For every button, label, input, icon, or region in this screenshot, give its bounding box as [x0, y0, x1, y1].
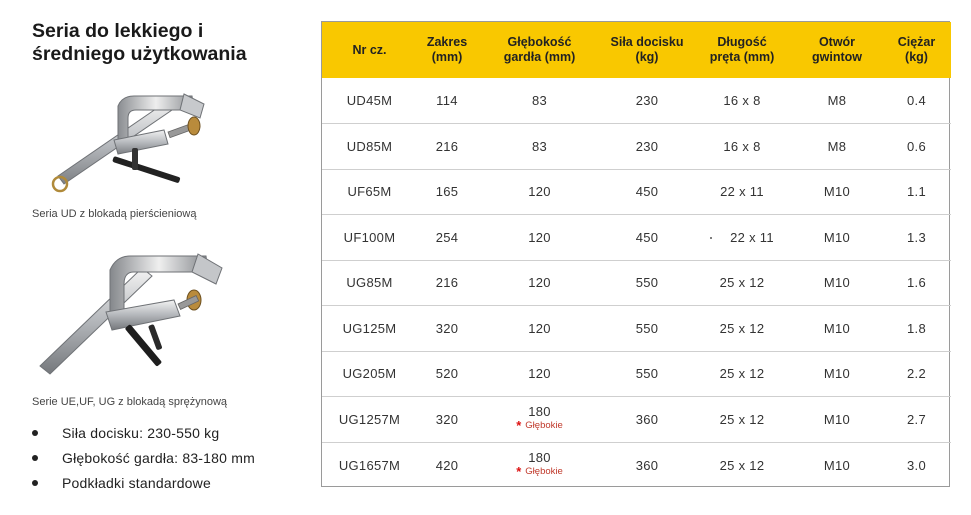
cell-thread: M10 [792, 442, 882, 488]
cell-force: 450 [602, 169, 692, 215]
cell-force: 550 [602, 351, 692, 397]
cell-depth: 120 [477, 306, 602, 352]
cell-depth: 83 [477, 124, 602, 170]
cell-force: 550 [602, 306, 692, 352]
cell-range: 114 [436, 93, 458, 108]
depth-value: 180 [528, 450, 551, 465]
cell-part: UG205M [322, 351, 417, 397]
asterisk-icon: * [516, 464, 522, 479]
cell-range: 320 [417, 306, 477, 352]
header-range: Zakres (mm) [426, 35, 468, 64]
cell-weight: 1.3 [882, 215, 951, 261]
spec-table [322, 22, 951, 488]
cell-part: UG1257M [322, 397, 417, 443]
ud-series-caption: Seria UD z blokadą pierścieniową [32, 208, 197, 220]
depth-value: 180 [528, 404, 551, 420]
cell-thread: M10 [792, 306, 882, 352]
cell-weight: 1.6 [882, 260, 951, 306]
cell-part: UG125M [322, 306, 417, 352]
cell-part: UF100M [322, 215, 417, 261]
cell-thread: M10 [792, 169, 882, 215]
cell-depth [477, 442, 602, 488]
cell-thread: M10 [792, 260, 882, 306]
cell-rod: 25 x 12 [692, 351, 792, 397]
cell-range: 165 [417, 169, 477, 215]
header-throat-depth: Głębokość gardła (mm) [503, 35, 576, 64]
cell-thread: M8 [792, 124, 882, 170]
cell-force: 360 [602, 442, 692, 488]
cell-weight: 0.6 [882, 124, 951, 170]
header-clamping-force: Siła docisku (kg) [610, 35, 684, 64]
cell-force: 230 [602, 124, 692, 170]
table-header-row [322, 22, 951, 78]
cell-range: 320 [417, 397, 477, 443]
ug-clamp-image [30, 250, 230, 382]
cell-range: 216 [417, 260, 477, 306]
list-item [30, 445, 255, 470]
table-row [322, 442, 951, 488]
cell-depth: 120 [477, 260, 602, 306]
ug-series-caption: Serie UE,UF, UG z blokadą sprężynową [32, 396, 228, 408]
deep-throat-note: * Głębokie [516, 464, 563, 479]
cell-weight: 2.7 [882, 397, 951, 443]
cell-thread: M10 [792, 397, 882, 443]
cell-depth: 120 [477, 351, 602, 397]
bullet-icon [32, 480, 38, 486]
feature-text: Podkładki standardowe [62, 474, 211, 491]
cell-rod: 22 x 11 [692, 215, 792, 261]
cell-range: 216 [417, 124, 477, 170]
cell-weight: 3.0 [882, 442, 951, 488]
cell-thread: M10 [792, 351, 882, 397]
cell-force: 360 [602, 397, 692, 443]
table-row [322, 215, 951, 261]
cell-part: UD85M [322, 124, 417, 170]
cell-force: 550 [602, 260, 692, 306]
cell-depth [477, 397, 602, 443]
table-row [322, 306, 951, 352]
list-item [30, 420, 255, 445]
cell-depth: 120 [477, 169, 602, 215]
header-weight: Ciężar (kg) [897, 35, 936, 64]
cell-weight: 1.1 [882, 169, 951, 215]
feature-text: Głębokość gardła: 83-180 mm [62, 449, 255, 466]
cell-force: 230 [635, 93, 659, 108]
left-panel [0, 0, 318, 515]
cell-depth: 83 [531, 93, 548, 108]
cell-rod: 22 x 11 [692, 169, 792, 215]
cell-rod: 16 x 8 [692, 124, 792, 170]
page-title [32, 20, 247, 66]
page-title-line2: średniego użytkowania [32, 43, 247, 65]
cell-part: UF65M [322, 169, 417, 215]
header-thread-hole: Otwór gwintow [812, 35, 862, 64]
header-rod-length: Długość pręta (mm) [709, 35, 775, 64]
cell-part: UG85M [322, 260, 417, 306]
table-row [322, 260, 951, 306]
cell-weight: 2.2 [882, 351, 951, 397]
speck-mark [710, 237, 712, 239]
cell-force: 450 [602, 215, 692, 261]
cell-weight: 0.4 [907, 93, 926, 108]
table-row [322, 124, 951, 170]
feature-text: Siła docisku: 230-550 kg [62, 424, 220, 441]
cell-range: 520 [417, 351, 477, 397]
ud-clamp-image [44, 88, 224, 200]
deep-throat-note: * Głębokie [516, 418, 563, 434]
asterisk-icon: * [516, 418, 522, 434]
cell-rod: 25 x 12 [692, 397, 792, 443]
cell-part: UG1657M [322, 442, 417, 488]
header-part-number: Nr cz. [352, 42, 387, 57]
cell-thread: M10 [792, 215, 882, 261]
cell-thread: M8 [827, 93, 847, 108]
cell-range: 254 [417, 215, 477, 261]
cell-range: 420 [417, 442, 477, 488]
table-row [322, 78, 951, 124]
cell-rod: 16 x 8 [723, 93, 761, 108]
bullet-icon [32, 430, 38, 436]
spec-table-container [321, 21, 950, 487]
cell-depth: 120 [477, 215, 602, 261]
page-title-line1: Seria do lekkiego i [32, 20, 204, 42]
bullet-icon [32, 455, 38, 461]
table-row [322, 169, 951, 215]
table-row [322, 397, 951, 443]
cell-weight: 1.8 [882, 306, 951, 352]
list-item [30, 470, 255, 495]
cell-rod: 25 x 12 [692, 306, 792, 352]
cell-rod: 25 x 12 [692, 442, 792, 488]
cell-rod: 25 x 12 [692, 260, 792, 306]
cell-part: UD45M [346, 93, 393, 108]
table-row [322, 351, 951, 397]
feature-list [30, 420, 255, 495]
